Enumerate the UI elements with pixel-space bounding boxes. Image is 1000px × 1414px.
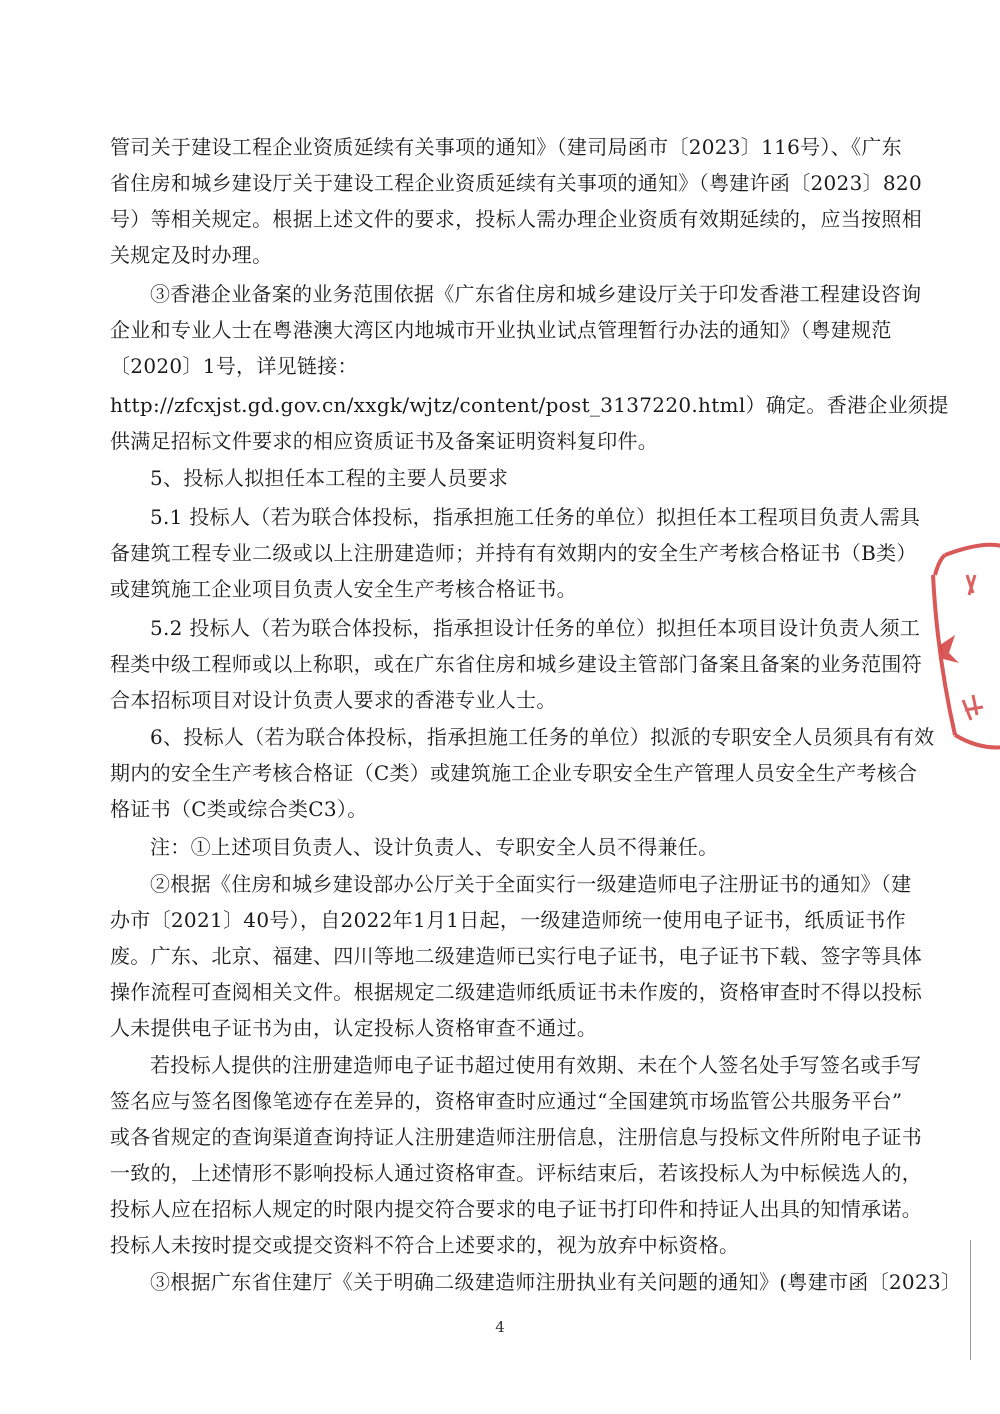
text-line: 号）等相关规定。根据上述文件的要求，投标人需办理企业资质有效期延续的，应当按照相 — [110, 207, 922, 231]
text-line-link: http://zfcxjst.gd.gov.cn/xxgk/wjtz/content/post_3137220.html）确定。香港企业须提 — [110, 393, 949, 417]
text-line: 省住房和城乡建设厅关于建设工程企业资质延续有关事项的通知》（粤建许函〔2023〕820 — [110, 171, 922, 195]
text-line: 〔2020〕1号，详见链接： — [110, 354, 358, 378]
text-line: 投标人未按时提交或提交资料不符合上述要求的，视为放弃中标资格。 — [110, 1233, 740, 1257]
text-line: 备建筑工程专业二级或以上注册建造师；并持有有效期内的安全生产考核合格证书（B类） — [110, 541, 917, 565]
text-line: 管司关于建设工程企业资质延续有关事项的通知》（建司局函市〔2023〕116号）、《广东 — [110, 135, 902, 159]
text-line: 5.2 投标人（若为联合体投标，指承担设计任务的单位）拟担任本项目设计负责人须工 — [150, 616, 921, 640]
text-line: 投标人应在招标人规定的时限内提交符合要求的电子证书打印件和持证人出具的知情承诺。 — [110, 1197, 922, 1221]
text-line: 废。广东、北京、福建、四川等地二级建造师已实行电子证书，电子证书下载、签字等具体 — [110, 944, 922, 968]
text-line: 5.1 投标人（若为联合体投标，指承担施工任务的单位）拟担任本工程项目负责人需具 — [150, 505, 921, 529]
text-line: 期内的安全生产考核合格证（C类）或建筑施工企业专职安全生产管理人员安全生产考核合 — [110, 761, 918, 785]
text-line: ②根据《住房和城乡建设部办公厅关于全面实行一级建造师电子注册证书的通知》（建 — [150, 872, 912, 896]
text-line: 操作流程可查阅相关文件。根据规定二级建造师纸质证书未作废的，资格审查时不得以投标 — [110, 980, 922, 1004]
section-heading: 5、投标人拟担任本工程的主要人员要求 — [150, 466, 509, 490]
page-number: 4 — [495, 1318, 505, 1336]
text-line: 或建筑施工企业项目负责人安全生产考核合格证书。 — [110, 577, 577, 601]
text-line: 企业和专业人士在粤港澳大湾区内地城市开业执业试点管理暂行办法的通知》（粤建规范 — [110, 318, 892, 342]
text-line: 关规定及时办理。 — [110, 243, 273, 267]
text-line: ③根据广东省住建厅《关于明确二级建造师注册执业有关问题的通知》(粤建市函〔2023〕 — [150, 1270, 962, 1294]
text-line: 一致的，上述情形不影响投标人通过资格审查。评标结束后，若该投标人为中标候选人的， — [110, 1161, 922, 1185]
text-line: 或各省规定的查询渠道查询持证人注册建造师注册信息，注册信息与投标文件所附电子证书 — [110, 1125, 922, 1149]
text-line: 合本招标项目对设计负责人要求的香港专业人士。 — [110, 688, 557, 712]
seal-stamp-icon — [925, 535, 1000, 755]
text-line: 6、投标人（若为联合体投标，指承担施工任务的单位）拟派的专职安全人员须具有有效 — [150, 725, 935, 749]
scan-edge-line — [970, 1240, 971, 1360]
text-line: 签名应与签名图像笔迹存在差异的，资格审查时应通过“全国建筑市场监管公共服务平台” — [110, 1089, 903, 1113]
text-line: 供满足招标文件要求的相应资质证书及备案证明资料复印件。 — [110, 429, 659, 453]
text-line: 若投标人提供的注册建造师电子证书超过使用有效期、未在个人签名处手写签名或手写 — [150, 1053, 922, 1077]
text-line: 人未提供电子证书为由，认定投标人资格审查不通过。 — [110, 1016, 598, 1040]
text-line: 办市〔2021〕40号），自2022年1月1日起，一级建造师统一使用电子证书，纸质证书作 — [110, 908, 906, 932]
text-line: ③香港企业备案的业务范围依据《广东省住房和城乡建设厅关于印发香港工程建设咨询 — [150, 282, 922, 306]
note-line: 注：①上述项目负责人、设计负责人、专职安全人员不得兼任。 — [150, 835, 719, 859]
text-line: 程类中级工程师或以上称职，或在广东省住房和城乡建设主管部门备案且备案的业务范围符 — [110, 652, 922, 676]
text-line: 格证书（C类或综合类C3）。 — [110, 797, 368, 821]
